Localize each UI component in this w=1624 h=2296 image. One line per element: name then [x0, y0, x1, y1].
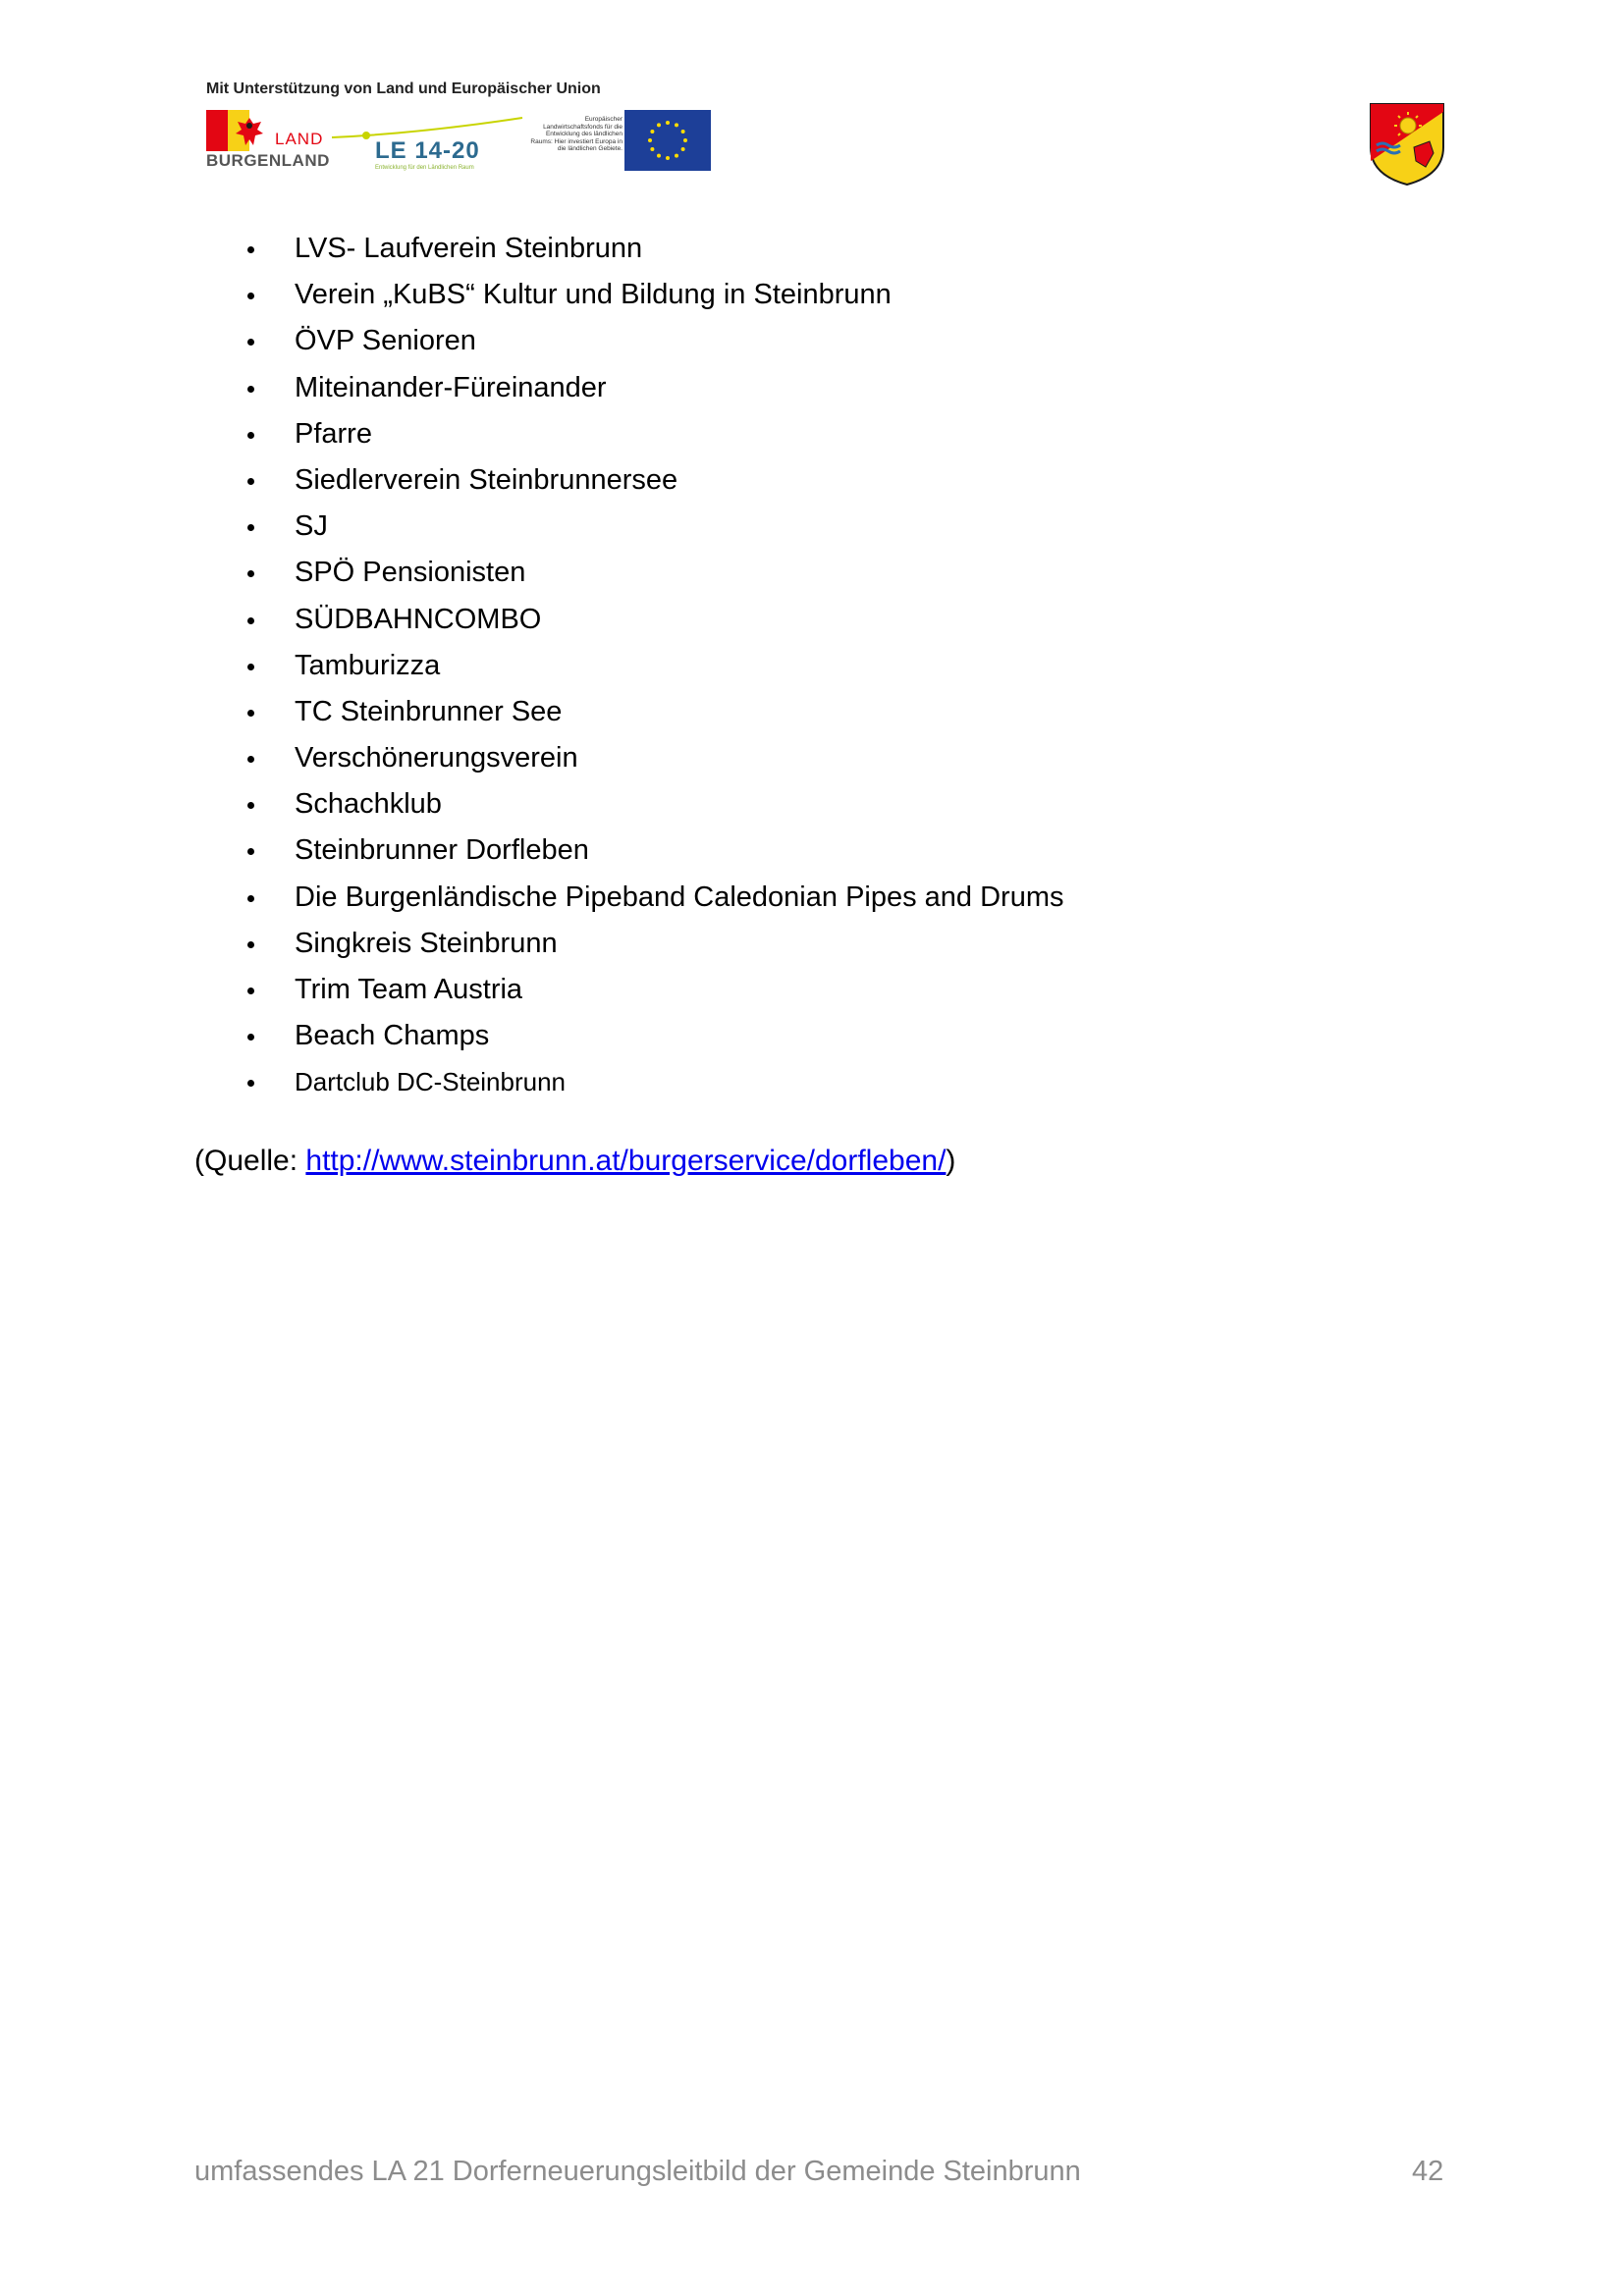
bullet-icon: [247, 710, 254, 717]
list-item-text: Die Burgenländische Pipeband Caledonian Pipes and Drums: [295, 881, 1064, 913]
list-item: [244, 272, 1064, 318]
source-prefix: (Quelle:: [194, 1145, 306, 1177]
bullet-icon: [247, 617, 254, 624]
list-item: [244, 318, 1064, 364]
list-item-text: Dartclub DC-Steinbrunn: [295, 1067, 567, 1097]
bullet-icon: [247, 1034, 254, 1041]
bullet-icon: [247, 848, 254, 855]
logo-burgenland-word: BURGENLAND: [206, 151, 330, 170]
list-item: [244, 226, 1064, 272]
bullet-icon: [247, 339, 254, 346]
list-item-text: Tamburizza: [295, 649, 441, 681]
eagle-icon: [232, 114, 267, 149]
list-item: [244, 828, 1064, 874]
bullet-icon: [247, 570, 254, 577]
list-item-text: Verein „KuBS“ Kultur und Bildung in Steinbrunn: [295, 279, 892, 311]
club-list: [244, 226, 1064, 1106]
bullet-icon: [247, 386, 254, 393]
land-burgenland-logo: [206, 108, 330, 173]
bullet-icon: [247, 524, 254, 531]
list-item: [244, 643, 1064, 689]
bullet-icon: [247, 756, 254, 763]
source-citation: [194, 1145, 955, 1178]
le-14-20-logo: [330, 114, 526, 175]
list-item: [244, 735, 1064, 781]
list-item: [244, 967, 1064, 1013]
list-item: [244, 457, 1064, 504]
eu-logo: [530, 110, 713, 173]
list-item-text: Schachklub: [295, 788, 442, 821]
bullet-icon: [247, 293, 254, 299]
list-item-text: Singkreis Steinbrunn: [295, 927, 558, 959]
le-logo-subtitle: Entwicklung für den Ländlichen Raum: [375, 165, 474, 171]
bullet-icon: [247, 1080, 254, 1087]
header-support-text: Mit Unterstützung von Land und Europäischer Union: [206, 80, 601, 97]
list-item: [244, 875, 1064, 921]
list-item: [244, 921, 1064, 967]
list-item: [244, 1059, 1064, 1105]
bullet-icon: [247, 988, 254, 994]
list-item-text: Verschönerungsverein: [295, 742, 578, 774]
logo-land-word: LAND: [275, 130, 324, 148]
list-item: [244, 504, 1064, 550]
le-logo-title: LE 14-20: [375, 137, 480, 164]
bullet-icon: [247, 802, 254, 809]
list-item-text: Pfarre: [295, 417, 372, 450]
list-item: [244, 1013, 1064, 1059]
list-item: [244, 411, 1064, 457]
bullet-icon: [247, 432, 254, 439]
bullet-icon: [247, 246, 254, 253]
list-item-text: Miteinander-Füreinander: [295, 371, 607, 403]
list-item-text: SJ: [295, 510, 328, 543]
list-item: [244, 365, 1064, 411]
source-link[interactable]: http://www.steinbrunn.at/burgerservice/dorfleben/: [305, 1145, 947, 1177]
list-item: [244, 689, 1064, 735]
bullet-icon: [247, 664, 254, 670]
bullet-icon: [247, 895, 254, 902]
list-item-text: ÖVP Senioren: [295, 325, 476, 357]
list-item: [244, 781, 1064, 828]
eu-fund-text: Europäischer Landwirtschaftsfonds für die Entwicklung des ländlichen Raums: Hier investiert Europa in die ländlichen Gebiete.: [530, 116, 623, 152]
list-item: [244, 550, 1064, 596]
list-item: [244, 597, 1064, 643]
list-item-text: LVS- Laufverein Steinbrunn: [295, 233, 643, 264]
bullet-icon: [247, 941, 254, 948]
footer-text: umfassendes LA 21 Dorferneuerungsleitbild der Gemeinde Steinbrunn: [194, 2156, 1081, 2187]
list-item-text: SPÖ Pensionisten: [295, 557, 526, 589]
list-item-text: Trim Team Austria: [295, 974, 523, 1005]
eu-flag-icon: [624, 110, 711, 171]
page-number: 42: [1412, 2156, 1444, 2187]
flag-red-stripe: [206, 110, 228, 151]
bullet-icon: [247, 478, 254, 485]
source-suffix: ): [946, 1145, 956, 1177]
list-item-text: TC Steinbrunner See: [295, 695, 563, 727]
list-item-text: Beach Champs: [295, 1020, 490, 1052]
list-item-text: Steinbrunner Dorfleben: [295, 834, 589, 867]
list-item-text: SÜDBAHNCOMBO: [295, 603, 542, 635]
steinbrunn-coat-of-arms-icon: [1369, 102, 1445, 187]
list-item-text: Siedlerverein Steinbrunnersee: [295, 463, 678, 496]
